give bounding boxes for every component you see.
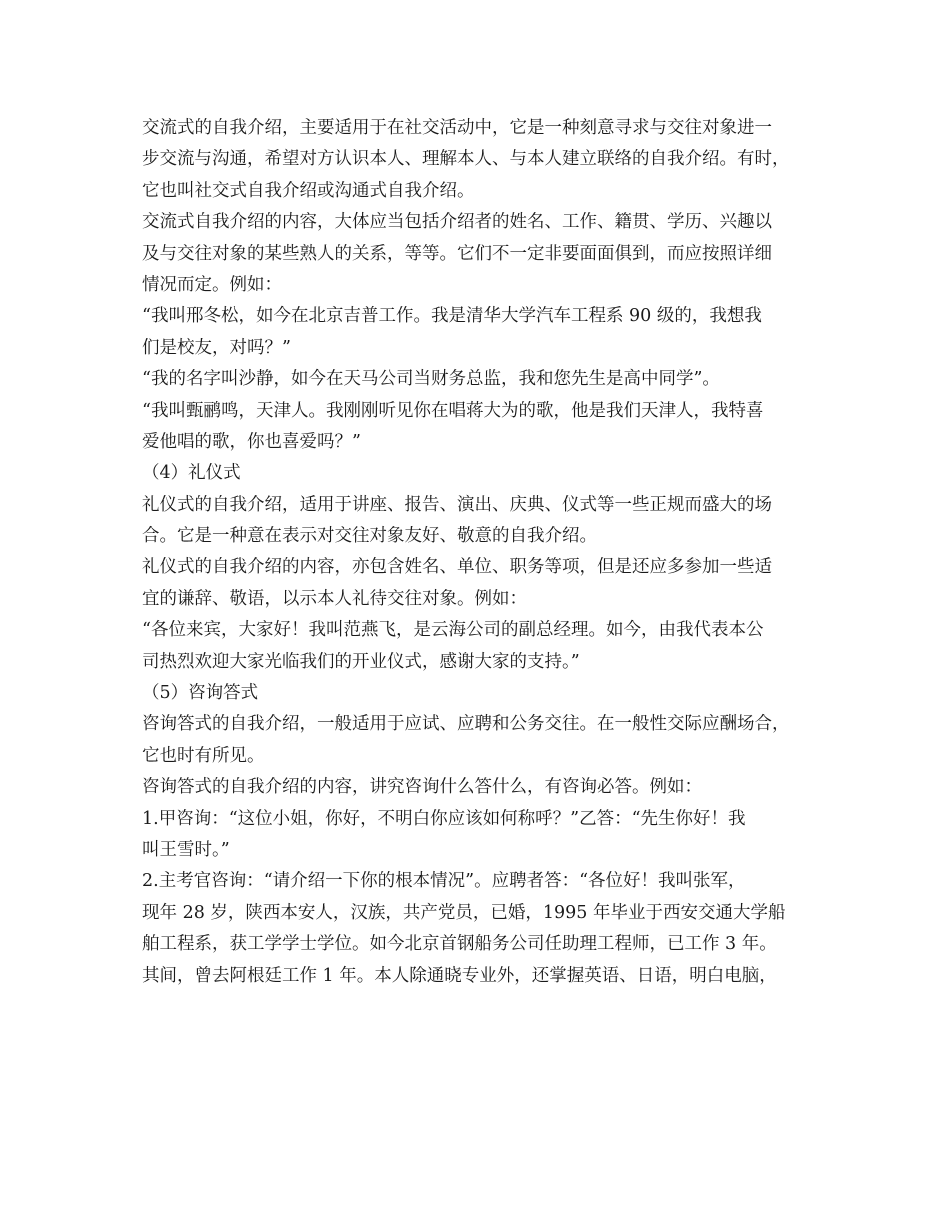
text-line: 交流式的自我介绍，主要适用于在社交活动中，它是一种刻意寻求与交往对象进一	[142, 118, 772, 138]
text-line: “我叫甄鹂鸣，天津人。我刚刚听见你在唱蒋大为的歌，他是我们天津人，我特喜	[142, 400, 764, 421]
section-heading: （5）咨询答式	[142, 683, 259, 704]
text-line: 们是校友，对吗？”	[142, 337, 291, 358]
text-line: 爱他唱的歌，你也喜爱吗？”	[142, 431, 361, 452]
text-line: 叫王雪时。”	[142, 839, 230, 860]
text-line: 合。它是一种意在表示对交往对象友好、敬意的自我介绍。	[142, 526, 597, 547]
text-line: 司热烈欢迎大家光临我们的开业仪式，感谢大家的支持。”	[142, 651, 580, 672]
text-line: 它也叫社交式自我介绍或沟通式自我介绍。	[142, 180, 475, 201]
section-heading: （4）礼仪式	[142, 463, 241, 484]
text-line: 情况而定。例如：	[142, 274, 282, 295]
text-line: 舶工程系，获工学学士学位。如今北京首钢船务公司任助理工程师，已工作 3 年。	[142, 934, 777, 955]
text-line: 交流式自我介绍的内容，大体应当包括介绍者的姓名、工作、籍贯、学历、兴趣以	[142, 212, 772, 233]
text-line: 及与交往对象的某些熟人的关系，等等。它们不一定非要面面俱到，而应按照详细	[142, 243, 772, 264]
text-line: “各位来宾，大家好！我叫范燕飞，是云海公司的副总经理。如今，由我代表本公	[142, 620, 764, 641]
text-line: 咨询答式的自我介绍，一般适用于应试、应聘和公务交往。在一般性交际应酬场合，	[142, 714, 790, 735]
text-line: 礼仪式的自我介绍的内容，亦包含姓名、单位、职务等项，但是还应多参加一些适	[142, 557, 772, 578]
text-line: 其间，曾去阿根廷工作 1 年。本人除通晓专业外，还掌握英语、日语，明白电脑，	[142, 965, 777, 986]
text-line: 2.主考官咨询：“请介绍一下你的根本情况”。应聘者答：“各位好！我叫张军，	[142, 871, 746, 892]
text-line: “我叫邢冬松，如今在北京吉普工作。我是清华大学汽车工程系 90 级的，我想我	[142, 306, 762, 327]
text-line: 现年 28 岁，陕西本安人，汉族，共产党员，已婚，1995 年毕业于西安交通大学船	[142, 902, 786, 923]
text-line: 1.甲咨询：“这位小姐，你好，不明白你应该如何称呼？”乙答：“先生你好！我	[142, 808, 746, 829]
text-line: 它也时有所见。	[142, 745, 265, 766]
text-line: 步交流与沟通，希望对方认识本人、理解本人、与本人建立联络的自我介绍。有时，	[142, 149, 790, 170]
text-line: “我的名字叫沙静，如今在天马公司当财务总监，我和您先生是高中同学”。	[142, 369, 720, 390]
document-body	[142, 113, 814, 992]
text-line: 咨询答式的自我介绍的内容，讲究咨询什么答什么，有咨询必答。例如：	[142, 777, 702, 798]
text-line: 宜的谦辞、敬语，以示本人礼待交往对象。例如：	[142, 588, 527, 609]
text-line: 礼仪式的自我介绍，适用于讲座、报告、演出、庆典、仪式等一些正规而盛大的场	[142, 494, 772, 515]
